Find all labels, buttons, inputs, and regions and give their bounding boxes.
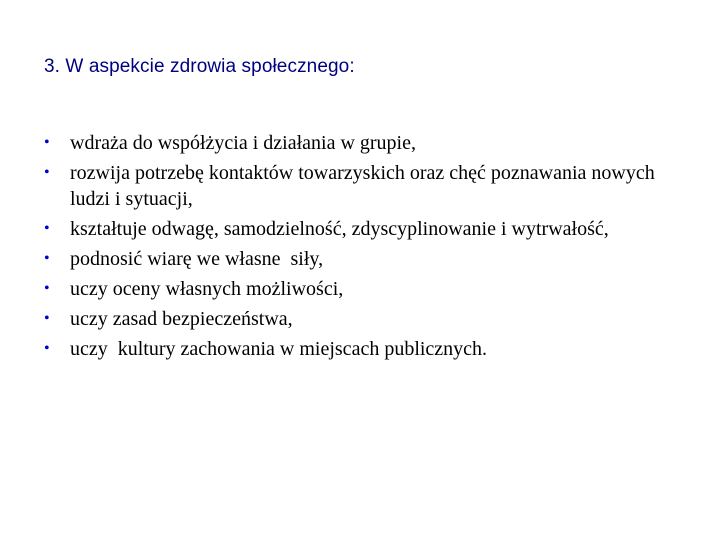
bullet-item <box>44 306 684 332</box>
bullet-text: uczy oceny własnych możliwości, <box>70 278 344 300</box>
bullet-item <box>44 130 684 156</box>
bullet-list <box>44 130 684 366</box>
bullet-text: rozwija potrzebę kontaktów towarzyskich oraz chęć poznawania nowych ludzi i sytuacji, <box>70 162 660 210</box>
bullet-item <box>44 216 684 242</box>
slide-heading: 3. W aspekcie zdrowia społecznego: <box>44 56 355 77</box>
bullet-icon: • <box>44 310 50 327</box>
bullet-icon: • <box>44 250 50 267</box>
bullet-item <box>44 276 684 302</box>
bullet-icon: • <box>44 134 50 151</box>
bullet-text: uczy zasad bezpieczeństwa, <box>70 308 293 330</box>
bullet-text: kształtuje odwagę, samodzielność, zdyscyplinowanie i wytrwałość, <box>70 218 609 240</box>
bullet-icon: • <box>44 340 50 357</box>
bullet-icon: • <box>44 280 50 297</box>
bullet-item <box>44 246 684 272</box>
bullet-text: uczy kultury zachowania w miejscach publicznych. <box>70 338 488 360</box>
bullet-icon: • <box>44 164 50 181</box>
bullet-item <box>44 336 684 362</box>
bullet-icon: • <box>44 220 50 237</box>
bullet-text: wdraża do współżycia i działania w grupie, <box>70 132 416 154</box>
bullet-item <box>44 160 684 212</box>
bullet-text: podnosić wiarę we własne siły, <box>70 248 324 270</box>
